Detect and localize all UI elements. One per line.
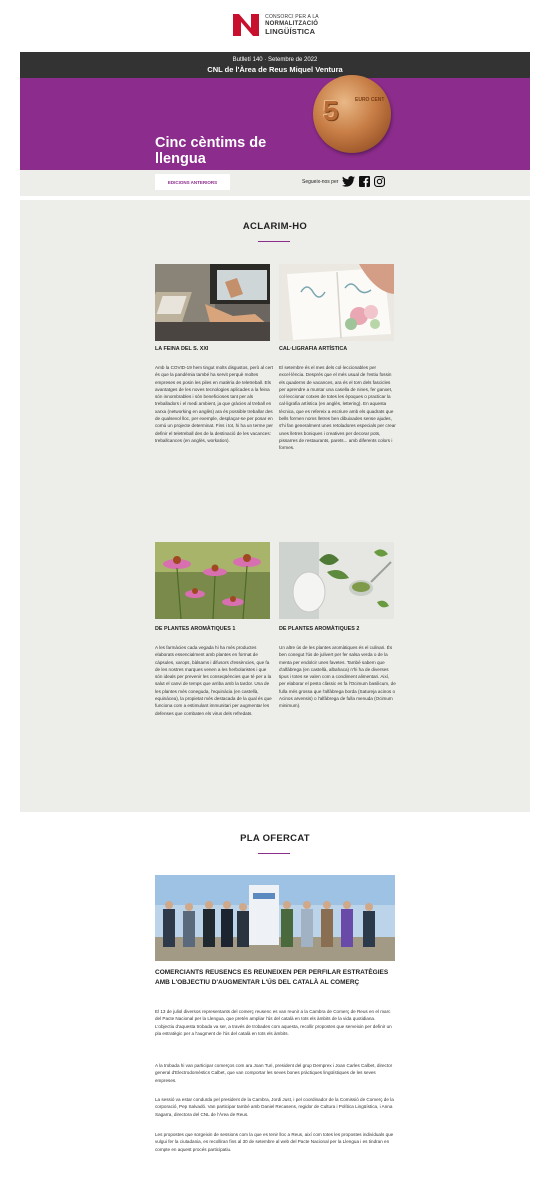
card-2-text: El setembre és el mes dels col·leccionables per excel·lència. Després que el més usual de l'estiu fossin els quaderns de vacances, ara és el torn dels fascicles per aprendre a muntar una casella de nines, fer ganxet, col·leccionar cotxes de totes les èpoques o practicar la cal·ligrafia artística (en anglès, lettering). En aquesta tècnica, que es refereix a escriure amb els quadrats que bells formen noms lletres ben dibuixades sense ajudes, s'hi fan generalment unes retoladores especials per crear unes lletres boniques i creatives per decorar pots, pissarres de restaurants, parets... amb diferents colors i formes. xyxy=(279,365,396,451)
coin-text: EURO CENT xyxy=(355,97,385,103)
group-photo-image xyxy=(155,875,395,961)
previous-editions-button[interactable]: EDICIONS ANTERIORS xyxy=(155,174,230,190)
sub-bar xyxy=(20,170,530,196)
pla-title: PLA OFERCAT xyxy=(240,833,310,844)
aclarim-section xyxy=(20,200,530,812)
hero-title: Cinc cèntims de llengua xyxy=(155,135,267,167)
pla-paragraph-2: A la trobada hi van participar comerços com ara Joan Turi, president del grup Demprex i Joan Carles Calbet, director general d'Electrodomèstics Calbet, que van comportar les seves bones pràctiques lingüístiques de les seves empreses. xyxy=(155,1063,393,1083)
pla-paragraph-1: El 13 de juliol diversos representants del comerç reusenc es van reunir a la Cambra de Comerç de Reus en el marc del Pacte Nacional per la Llengua, que pretén ampliar l'ús del català en tots els àmbits de la vida quotidiana. L'objectiu d'aquesta trobada va ser, a través de trobades com aquesta, recollir propostes que serveixin per definir un pla estratègic per a l'augment de l'ús del català en tots els àmbits. xyxy=(155,1009,392,1036)
echinacea-image xyxy=(155,542,270,619)
logo-line-2: NORMALITZACIÓ xyxy=(265,21,319,27)
social-links xyxy=(302,176,385,187)
twitter-icon[interactable] xyxy=(342,176,355,187)
calligraphy-image xyxy=(279,264,394,341)
logo-text xyxy=(265,14,319,36)
card-1-text: Amb la COVID-19 hem tingut molts disgustos, però al cert és que la pandèmia també ha servit perquè moltes empreses es posin les piles en matèria de teletreball. Els avantatges de les noves tecnologies aplicades a la feina són innombrables i són beneficioses tant per als treballadors i el medi ambient, ja que gràcies al treball en xarxa (networking en anglès) ara és possible treballar des de qualsevol lloc, per exemple, desplaçar-se per posar en comú un projecte determinat. Fins i tot, hi ha un terme per definir el teletreball des de la destinació de les vacances: treballcances (en anglès, workation). xyxy=(155,365,273,443)
pla-paragraph-3: La sessió va estar conduïda pel president de la Cambra, Jordi Just, i pel coordinador de la Comissió de Comerç de la corporació, Pep Salvadó. Van participar també amb Daniel Recasens, regidor de Cultura i Política Lingüística, i Anna Sagarra, directora del CNL de l'Àrea de Reus. xyxy=(155,1097,394,1117)
card-3-title: DE PLANTES AROMÀTIQUES 1 xyxy=(155,626,236,632)
pla-headline: COMERCIANTS REUSENCS ES REUNEIXEN PER PERFILAR ESTRATÈGIES AMB L'OBJECTIU D'AUGMENTAR L'ÚS DEL CATALÀ AL COMERÇ xyxy=(155,969,389,986)
header xyxy=(0,0,550,50)
card-1-title: LA FEINA DEL S. XXI xyxy=(155,346,209,352)
coin-image xyxy=(313,75,391,153)
card-3-text: A les farmàcies cada vegada hi ha més productes elaborats essencialment amb plantes en format de càpsules, xarops, bàlsams i difusors d'essències, que fa de les nostres marques venen a les herbolaristes i que són ideals per prevenir les conseqüències que té per a la salut el canvi de temps que arriba amb la tardor. Una de les plantes més coneguda, l'equinàcia (en castellà, equinácea), la propietat més destacada de la qual és que funciona com a estimulant immunitari per augmentar les defenses que combaten els virus dels refredats. xyxy=(155,645,272,716)
card-2-title: CAL·LIGRAFIA ARTÍSTICA xyxy=(279,346,348,352)
instagram-icon[interactable] xyxy=(374,176,385,187)
bulletin-bar xyxy=(20,52,530,78)
cpnl-logo-mark xyxy=(231,12,261,38)
aclarim-title: ACLARIM-HO xyxy=(242,221,308,232)
card-4-title: DE PLANTES AROMÀTIQUES 2 xyxy=(279,626,360,632)
pla-divider xyxy=(258,853,290,854)
cpnl-logo[interactable] xyxy=(231,12,319,38)
logo-line-1: CONSORCI PER A LA xyxy=(265,14,319,20)
herbs-image xyxy=(279,542,394,619)
pla-paragraph-4: Les propostes que sorgeixin de sessions com la que es tenir lloc a Reus, així com totes les propostes individuals que vulgui fer la ciutadania, es recolliran fins al 30 de setembre al web del Pacte Nacional per la Llengua i es tindran en compte en aquest procés participatiu. xyxy=(155,1132,394,1152)
aclarim-divider xyxy=(258,241,290,242)
bulletin-number: Butlletí 140 · Setembre de 2022 xyxy=(232,57,318,63)
facebook-icon[interactable] xyxy=(359,176,370,187)
logo-line-3: LINGÜÍSTICA xyxy=(265,27,316,36)
coin-number: 5 xyxy=(323,95,339,126)
bulletin-center: CNL de l'Àrea de Reus Miquel Ventura xyxy=(207,65,343,74)
follow-label: Segueix-nos per xyxy=(302,178,339,185)
card-4-text: Un altre ús de les plantes aromàtiques és el culinari. És ben conegut l'ús de julivert per fer salsa verda o de la menta per endolcir unes favetes. També sabem que d'alfàbrega (en castellà, albahaca) n'hi ha de diverses tipus i totes se valen com a condiment alimentari. Així, per elaborar el pesto clàssic es fa l'Ocimum basilicum, de fulla més grossa que l'alfàbrega borda (Satureja acinos o Acinos arvensis) o l'alfàbrega de fulla menuda (Ocimum minimum). xyxy=(279,645,396,709)
workation-image xyxy=(155,264,270,341)
